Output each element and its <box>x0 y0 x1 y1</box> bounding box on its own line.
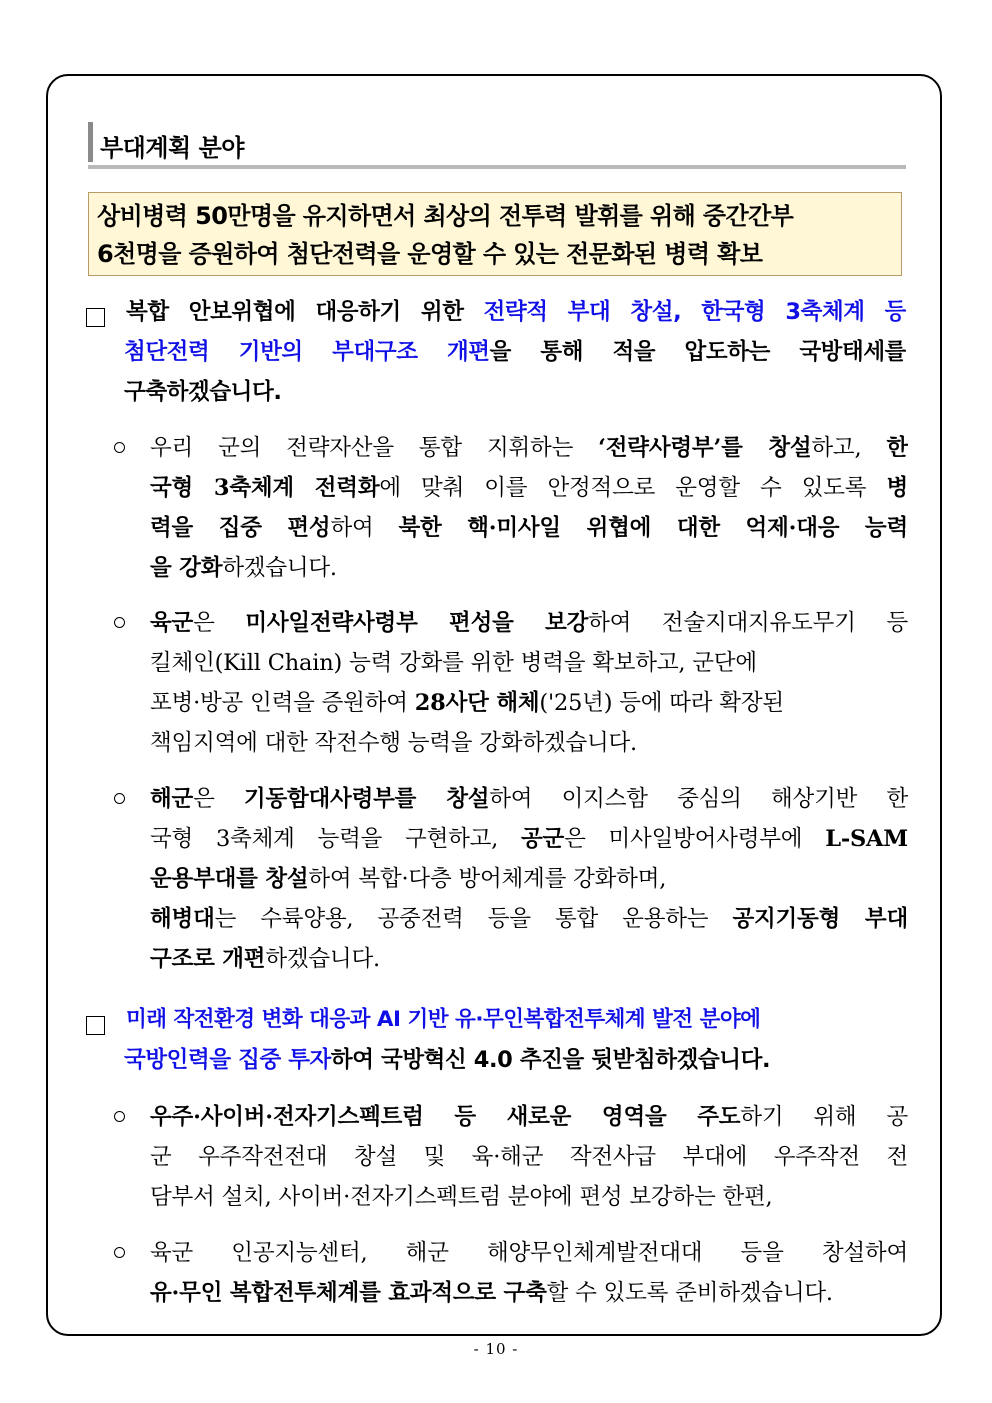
b1-bold: 국형 3축체계 전력화 <box>150 475 380 501</box>
b1-text: 에 맞춰 이를 안정적으로 운영할 수 있도록 <box>379 475 887 501</box>
b4-text: 담부서 설치, 사이버·전자기스펙트럼 분야에 편성 보강하는 한편, <box>150 1184 773 1210</box>
item1-text: 복합 안보위협에 대응하기 위한 <box>126 299 484 325</box>
item2-highlight: 미래 작전환경 변화 대응과 AI 기반 유·무인복합전투체계 발전 분야에 <box>126 1007 761 1032</box>
checkbox-item-2 <box>86 1000 906 1080</box>
bullet-circle <box>114 617 125 628</box>
checkbox-square <box>86 1016 105 1035</box>
section-header <box>88 120 906 166</box>
section-rule <box>88 165 906 169</box>
b1-text: 하고, <box>811 435 887 461</box>
item1-highlight: 전략적 부대 창설, 한국형 3축체계 등 <box>483 299 906 325</box>
b1-bold: 력을 집중 편성 <box>150 515 331 541</box>
b5-text: 할 수 있도록 준비하겠습니다. <box>546 1280 833 1306</box>
b3-bold: 공지기동형 부대 <box>732 906 908 932</box>
item2-text: 하여 국방혁신 4.0 추진을 뒷받침하겠습니다. <box>330 1047 771 1073</box>
bullet-5 <box>114 1233 908 1313</box>
b1-bold: 북한 핵·미사일 위협에 대한 억제·대응 능력 <box>398 515 908 541</box>
bullet-2 <box>114 603 908 763</box>
b5-bold: 유·무인 복합전투체계를 효과적으로 구축 <box>150 1280 547 1306</box>
b2-text: 하여 전술지대지유도무기 등 <box>588 610 908 636</box>
b3-bold: 구조로 개편 <box>150 946 266 972</box>
bullet-circle <box>114 1111 125 1122</box>
summary-box <box>88 192 902 276</box>
b4-text: 군 우주작전전대 창설 및 육·해군 작전사급 부대에 우주작전 전 <box>150 1144 908 1170</box>
b3-text: 국형 3축체계 능력을 구현하고, <box>150 826 522 852</box>
b2-bold: 미사일전략사령부 편성을 보강 <box>245 610 589 636</box>
b2-text: 포병·방공 인력을 증원하여 <box>150 690 415 716</box>
checkbox-square <box>86 308 105 327</box>
b1-text: 하겠습니다. <box>222 555 337 581</box>
page-number: - 10 - <box>473 1340 519 1358</box>
bullet-circle <box>114 1247 125 1258</box>
b4-bold: 우주·사이버·전자기스펙트럼 등 새로운 영역을 주도 <box>150 1104 741 1130</box>
bullet-3 <box>114 779 908 979</box>
b3-bold: 해병대 <box>150 906 215 932</box>
b3-bold: 공군 <box>521 826 565 852</box>
b3-text: 은 <box>193 786 244 812</box>
bullet-1 <box>114 428 908 588</box>
summary-line-1: 상비병력 50만명을 유지하면서 최상의 전투력 발휘를 위해 중간간부 <box>97 202 794 230</box>
b3-bold: 운용부대를 창설 <box>150 866 309 892</box>
b2-bold: 28사단 해체 <box>414 690 540 716</box>
b1-text: 하여 <box>330 515 399 541</box>
section-marker <box>88 122 93 162</box>
b4-text: 하기 위해 공 <box>740 1104 908 1130</box>
b1-bold: ‘전략사령부’를 창설 <box>598 435 812 461</box>
bullet-circle <box>114 442 125 453</box>
item1-text-3: 구축하겠습니다. <box>124 379 282 405</box>
item1-highlight-2: 첨단전력 기반의 부대구조 개편 <box>124 339 490 365</box>
b3-text: 은 미사일방어사령부에 <box>564 826 826 852</box>
b1-text: 우리 군의 전략자산을 통합 지휘하는 <box>150 435 599 461</box>
b3-bold: 기동함대사령부를 창설 <box>243 786 490 812</box>
item2-highlight-2: 국방인력을 집중 투자 <box>124 1047 331 1073</box>
b2-text: 킬체인(Kill Chain) 능력 강화를 위한 병력을 확보하고, 군단에 <box>150 650 757 676</box>
item1-text-2: 을 통해 적을 압도하는 국방태세를 <box>489 339 906 365</box>
b2-text: ('25년) 등에 따라 확장된 <box>539 690 784 716</box>
b1-bold: 병 <box>886 475 908 501</box>
b2-text: 은 <box>193 610 246 636</box>
b3-text: 하여 이지스함 중심의 해상기반 한 <box>489 786 908 812</box>
checkbox-item-1 <box>86 292 906 412</box>
b2-bold: 육군 <box>150 610 194 636</box>
b5-text: 육군 인공지능센터, 해군 해양무인체계발전대대 등을 창설하여 <box>150 1240 908 1266</box>
b3-text: 하여 복합·다층 방어체계를 강화하며, <box>308 866 667 892</box>
b3-text: 는 수륙양용, 공중전력 등을 통합 운용하는 <box>214 906 733 932</box>
b3-bold: L-SAM <box>825 826 908 852</box>
b3-bold: 해군 <box>150 786 194 812</box>
b1-bold: 을 강화 <box>150 555 223 581</box>
section-title: 부대계획 분야 <box>100 134 244 162</box>
b2-text: 책임지역에 대한 작전수행 능력을 강화하겠습니다. <box>150 730 637 756</box>
bullet-4 <box>114 1097 908 1217</box>
summary-line-2: 6천명을 증원하여 첨단전력을 운영할 수 있는 전문화된 병력 확보 <box>97 240 763 268</box>
b3-text: 하겠습니다. <box>265 946 380 972</box>
b1-bold: 한 <box>886 435 908 461</box>
bullet-circle <box>114 793 125 804</box>
